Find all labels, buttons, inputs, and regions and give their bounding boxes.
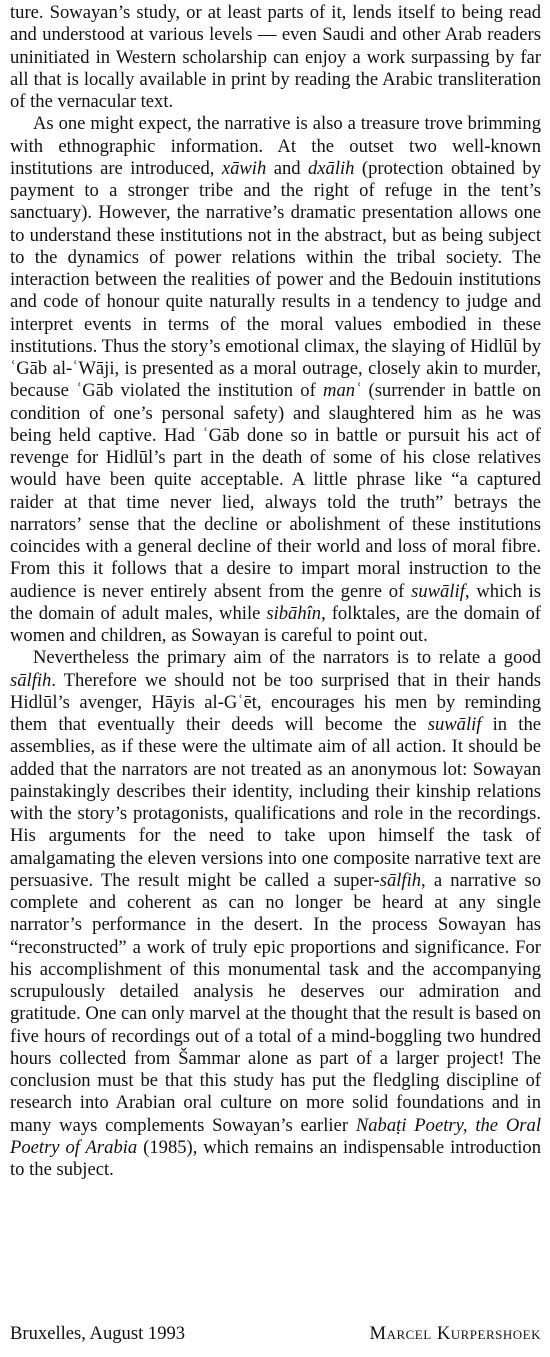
- italic-term: suwālif: [411, 580, 465, 602]
- review-text: [10, 2, 541, 1181]
- paragraph-narrators: Nevertheless the primary aim of the narrators is to relate a good sālfih. Therefore we should not be too surprised that in their hands Hidlūl’s avenger, Hāyis al-Gʿēt, encourages his men by reminding them that eventually their deeds will become the suwālif in the assemblies, as if these were the ultimate aim of all action. It should be added that the narrators are not treated as an anonymous lot: Sowayan painstakingly describes their identity, including their kinship relations with the story’s protagonists, qualifications and role in the recordings. His arguments for the need to take upon himself the task of amalgamating the eleven versions into one composite narrative text are persuasive. The result might be called a super-sālfih, a narrative so complete and coherent as can no longer be heard at any single narrator’s performance in the desert. In the process Sowayan has “reconstructed” a work of truly epic proportions and significance. For his accomplishment of this monumental task and the accompanying scrupulously detailed analysis he deserves our admiration and gratitude. One can only marvel at the thought that the result is based on five hours of recordings out of a total of a mind-boggling two hundred hours collected from Šammar alone as part of a larger project! The conclusion must be that this study has put the fledgling discipline of research into Arabian oral culture on more solid foundations and in many ways complements Sowayan’s earlier Nabaṭi Poetry, the Oral Poetry of Arabia (1985), which remains an indispensable introduction to the subject.: [10, 647, 542, 1180]
- paragraph-continuation: ture. Sowayan’s study, or at least parts of it, lends itself to being read and understood at various levels — even Saudi and other Arab readers uninitiated in Western scholarship can enjoy a work surpassing by far all that is locally available in print by reading the Arabic transliteration of the vernacular text.: [10, 2, 541, 112]
- italic-term: Nabaṭi Poetry, the Oral Poetry of Arabia: [10, 1114, 541, 1158]
- review-footer: [10, 1323, 541, 1345]
- italic-term: suwālif: [427, 714, 482, 735]
- italic-term: xāwih: [221, 157, 267, 179]
- place-date: Bruxelles, August 1993: [10, 1323, 186, 1344]
- italic-term: sibāhîn: [266, 602, 322, 624]
- italic-term: sālfih: [10, 669, 52, 691]
- italic-term: manʿ: [323, 380, 362, 402]
- italic-term: dxālih: [308, 157, 355, 179]
- author-signature: Marcel Kurpershoek: [369, 1323, 541, 1344]
- paragraph-ethnography: As one might expect, the narrative is also a treasure trove brimming with ethnographic information. At the outset two well-known institutions are introduced, xāwih and dxālih (protection obtained by payment to a stronger tribe and the right of refuge in the tent’s sanctuary). However, the narrative’s dramatic presentation allows one to understand these institutions not in the abstract, but as being subject to the dynamics of power relations within the tribal society. The interaction between the realities of power and the Bedouin institutions and code of honour quite naturally results in a tendency to judge and interpret events in terms of the moral values embodied in these institutions. Thus the story’s emotional climax, the slaying of Hidlūl by ʿGāb al-ʿWāji, is presented as a moral outrage, closely akin to murder, because ʿGāb violated the institution of manʿ (surrender in battle on condition of one’s personal safety) and slaughtered him as he was being held captive. Had ʿGāb done so in battle or pursuit his act of revenge for Hidlūl’s part in the death of some of his close relatives would have been quite acceptable. A little phrase like “a captured raider at that time never lied, always told the truth” betrays the narrators’ sense that the decline or abolishment of these institutions coincides with a general decline of their world and loss of moral fibre. From this it follows that a desire to impart moral instruction to the audience is never entirely absent from the genre of suwālif, which is the domain of adult males, while sibāhîn, folktales, are the domain of women and children, as Sowayan is careful to point out.: [10, 113, 542, 646]
- italic-term: sālfih: [379, 869, 422, 891]
